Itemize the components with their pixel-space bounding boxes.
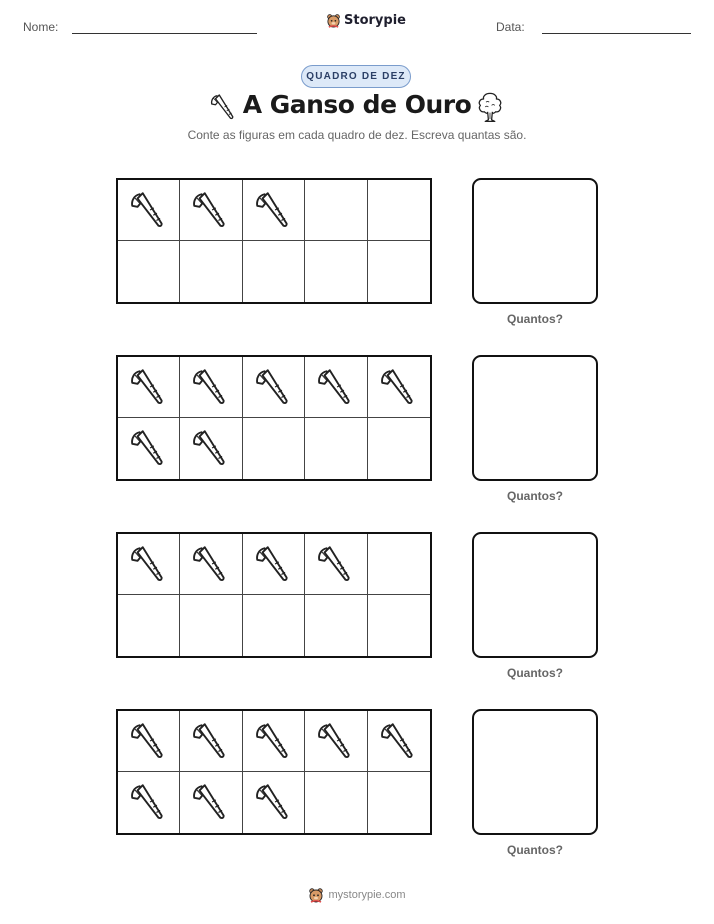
axe-icon (189, 189, 231, 231)
brand-name: Storypie (344, 13, 406, 28)
ten-frame-cell (118, 534, 180, 595)
ten-frame-cell (180, 711, 242, 772)
ten-frame-cell (243, 595, 305, 656)
answer-box[interactable] (472, 178, 598, 304)
ten-frame-cell (118, 180, 180, 241)
storypie-logo-icon (326, 13, 341, 28)
answer-prompt: Quantos? (507, 312, 563, 326)
ten-frame-cell (243, 418, 305, 479)
ten-frame-cell (118, 357, 180, 418)
axe-icon (127, 189, 169, 231)
answer-box[interactable] (472, 709, 598, 835)
axe-icon (189, 427, 231, 469)
ten-frame-cell (180, 595, 242, 656)
axe-icon (252, 720, 294, 762)
date-line[interactable] (542, 33, 691, 34)
answer-box[interactable] (472, 532, 598, 658)
ten-frame-cell (305, 711, 367, 772)
ten-frame-cell (305, 534, 367, 595)
answer-prompt: Quantos? (507, 666, 563, 680)
ten-frame-cell (305, 595, 367, 656)
tree-icon (474, 90, 506, 124)
ten-frame-cell (243, 711, 305, 772)
brand-logo (326, 13, 406, 28)
axe-icon (377, 720, 419, 762)
axe-icon (189, 781, 231, 823)
worksheet-type-badge: QUADRO DE DEZ (301, 65, 411, 88)
axe-icon (127, 366, 169, 408)
ten-frame-cell (305, 180, 367, 241)
ten-frame-cell (243, 241, 305, 302)
axe-icon (252, 543, 294, 585)
ten-frame-cell (118, 772, 180, 833)
ten-frame-cell (243, 180, 305, 241)
ten-frame-cell (368, 772, 430, 833)
answer-box[interactable] (472, 355, 598, 481)
ten-frame-cell (180, 357, 242, 418)
axe-icon (252, 366, 294, 408)
ten-frame (116, 178, 432, 304)
ten-frame-cell (118, 241, 180, 302)
ten-frame-cell (180, 772, 242, 833)
ten-frame-cell (368, 357, 430, 418)
ten-frame-cell (243, 772, 305, 833)
ten-frame-cell (118, 418, 180, 479)
axe-icon (314, 720, 356, 762)
page-title: A Ganso de Ouro (242, 90, 472, 119)
instructions: Conte as figuras em cada quadro de dez. Escreva quantas são. (187, 128, 527, 142)
ten-frame-cell (305, 241, 367, 302)
axe-icon (252, 781, 294, 823)
ten-frame-cell (368, 534, 430, 595)
ten-frame (116, 709, 432, 835)
ten-frame-cell (118, 711, 180, 772)
axe-icon (189, 543, 231, 585)
axe-icon (314, 366, 356, 408)
axe-icon (127, 427, 169, 469)
date-label: Data: (496, 20, 525, 34)
axe-icon (127, 781, 169, 823)
ten-frame-cell (305, 418, 367, 479)
axe-icon (127, 543, 169, 585)
ten-frame (116, 355, 432, 481)
name-label: Nome: (23, 20, 59, 34)
ten-frame-cell (243, 357, 305, 418)
name-line[interactable] (72, 33, 257, 34)
ten-frame-cell (368, 241, 430, 302)
axe-icon (314, 543, 356, 585)
ten-frame-cell (305, 357, 367, 418)
footer-url[interactable]: mystorypie.com (328, 889, 406, 901)
axe-icon (189, 366, 231, 408)
ten-frame-cell (180, 180, 242, 241)
ten-frame-cell (368, 180, 430, 241)
answer-prompt: Quantos? (507, 843, 563, 857)
ten-frame-cell (118, 595, 180, 656)
ten-frame-cell (368, 595, 430, 656)
ten-frame-cell (243, 534, 305, 595)
ten-frame-cell (180, 418, 242, 479)
ten-frame-cell (180, 241, 242, 302)
ten-frame (116, 532, 432, 658)
ten-frame-cell (368, 418, 430, 479)
ten-frame-cell (180, 534, 242, 595)
axe-icon (252, 189, 294, 231)
axe-icon (189, 720, 231, 762)
footer (0, 887, 714, 903)
ten-frame-cell (368, 711, 430, 772)
answer-prompt: Quantos? (507, 489, 563, 503)
axe-icon (127, 720, 169, 762)
axe-icon (377, 366, 419, 408)
ten-frame-cell (305, 772, 367, 833)
storypie-logo-icon (308, 887, 324, 903)
